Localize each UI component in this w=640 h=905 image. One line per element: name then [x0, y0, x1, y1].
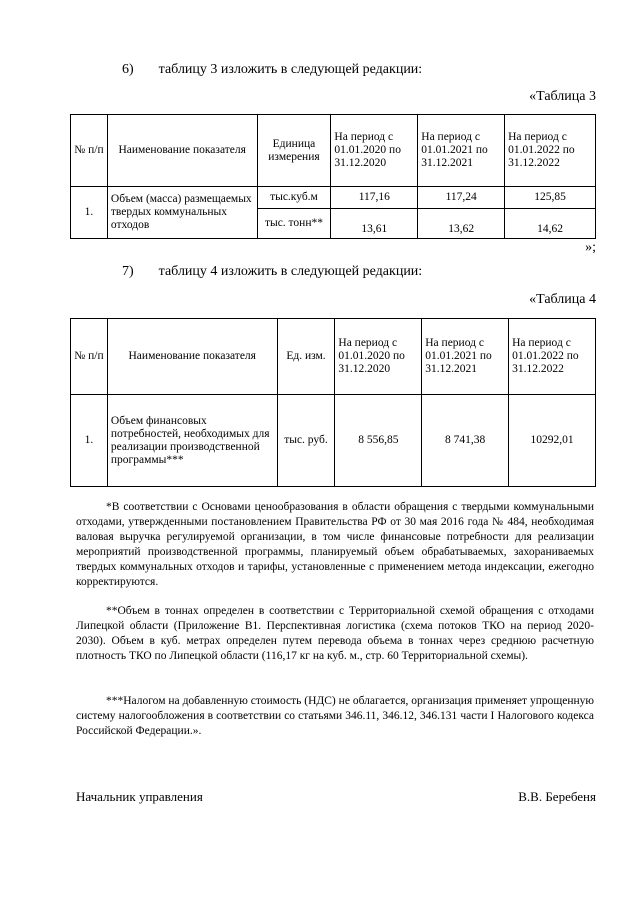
- signature-name: В.В. Беребеня: [518, 789, 596, 804]
- table-row: [71, 187, 596, 209]
- table-4-caption: «Таблица 4: [529, 292, 596, 307]
- value-2021-mass: 13,62: [418, 209, 505, 239]
- value-2020-volume: 117,16: [331, 187, 418, 209]
- table-3-header-row: [71, 115, 596, 187]
- item-6-text: таблицу 3 изложить в следующей редакции:: [158, 62, 423, 77]
- header-name: Наименование показателя: [107, 115, 257, 187]
- table-4: [70, 318, 596, 487]
- footnote-3: ***Налогом на добавленную стоимость (НДС) не облагается, организация применяет упрощенную систему налогообложения в соответствии со статьями 346.11, 346.12, 346.131 части I Налогового кодекса Российской Федерации.».: [76, 695, 594, 737]
- value-2022-mass: 14,62: [505, 209, 596, 239]
- header-unit: Единица измерения: [257, 115, 331, 187]
- value-2021-volume: 117,24: [418, 187, 505, 209]
- row-num: 1.: [71, 187, 108, 239]
- table-4-header-row: [71, 319, 596, 395]
- value-2022: 10292,01: [509, 395, 596, 487]
- table-row: [71, 395, 596, 487]
- header-num: № п/п: [71, 319, 108, 395]
- item-6: [122, 62, 422, 78]
- header-period-2022: На период с 01.01.2022 по 31.12.2022: [509, 319, 596, 395]
- row-unit: тыс. руб.: [277, 395, 335, 487]
- header-name: Наименование показателя: [107, 319, 277, 395]
- item-7-text: таблицу 4 изложить в следующей редакции:: [158, 264, 423, 279]
- value-2020-mass: 13,61: [331, 209, 418, 239]
- header-period-2022: На период с 01.01.2022 по 31.12.2022: [505, 115, 596, 187]
- signature-position: Начальник управления: [76, 789, 203, 804]
- value-2020: 8 556,85: [335, 395, 422, 487]
- footnote-1: *В соответствии с Основами ценообразования в области обращения с твердыми коммунальными отходами, утвержденными постановлением Правительства РФ от 30 мая 2016 года № 484, необходимая валовая выручка регулируемой организации, в том числе финансовые потребности для реализации мероприятий производственной программы, планируемый объем обрабатываемых, захораниваемых твердых коммунальных отходов и тарифы, установленные с применением метода индексации, ежегодно корректируются.: [76, 501, 594, 588]
- row-num: 1.: [71, 395, 108, 487]
- footnote-2: **Объем в тоннах определен в соответствии с Территориальной схемой обращения с отходами Липецкой области (Приложение В1. Перспективная логистика (схема потоков ТКО на период 2020-2030). Объем в куб. метрах определен путем перевода объема в тоннах через среднюю расчетную плотность ТКО по Липецкой области (116,17 кг на куб. м., стр. 60 Территориальной схемы).: [76, 605, 594, 662]
- item-6-number: 6): [122, 62, 134, 77]
- header-period-2021: На период с 01.01.2021 по 31.12.2021: [418, 115, 505, 187]
- table-3: [70, 114, 596, 239]
- value-2021: 8 741,38: [422, 395, 509, 487]
- table-3-caption: «Таблица 3: [529, 89, 596, 104]
- row-name: Объем финансовых потребностей, необходимых для реализации производственной программы***: [107, 395, 277, 487]
- row-unit-mass: тыс. тонн**: [257, 209, 331, 239]
- table-3-closing: »;: [585, 240, 596, 255]
- value-2022-volume: 125,85: [505, 187, 596, 209]
- header-period-2021: На период с 01.01.2021 по 31.12.2021: [422, 319, 509, 395]
- item-7: [122, 264, 422, 280]
- row-name: Объем (масса) размещаемых твердых коммунальных отходов: [107, 187, 257, 239]
- item-7-number: 7): [122, 264, 134, 279]
- header-period-2020: На период с 01.01.2020 по 31.12.2020: [331, 115, 418, 187]
- header-unit: Ед. изм.: [277, 319, 335, 395]
- row-unit-volume: тыс.куб.м: [257, 187, 331, 209]
- header-period-2020: На период с 01.01.2020 по 31.12.2020: [335, 319, 422, 395]
- header-num: № п/п: [71, 115, 108, 187]
